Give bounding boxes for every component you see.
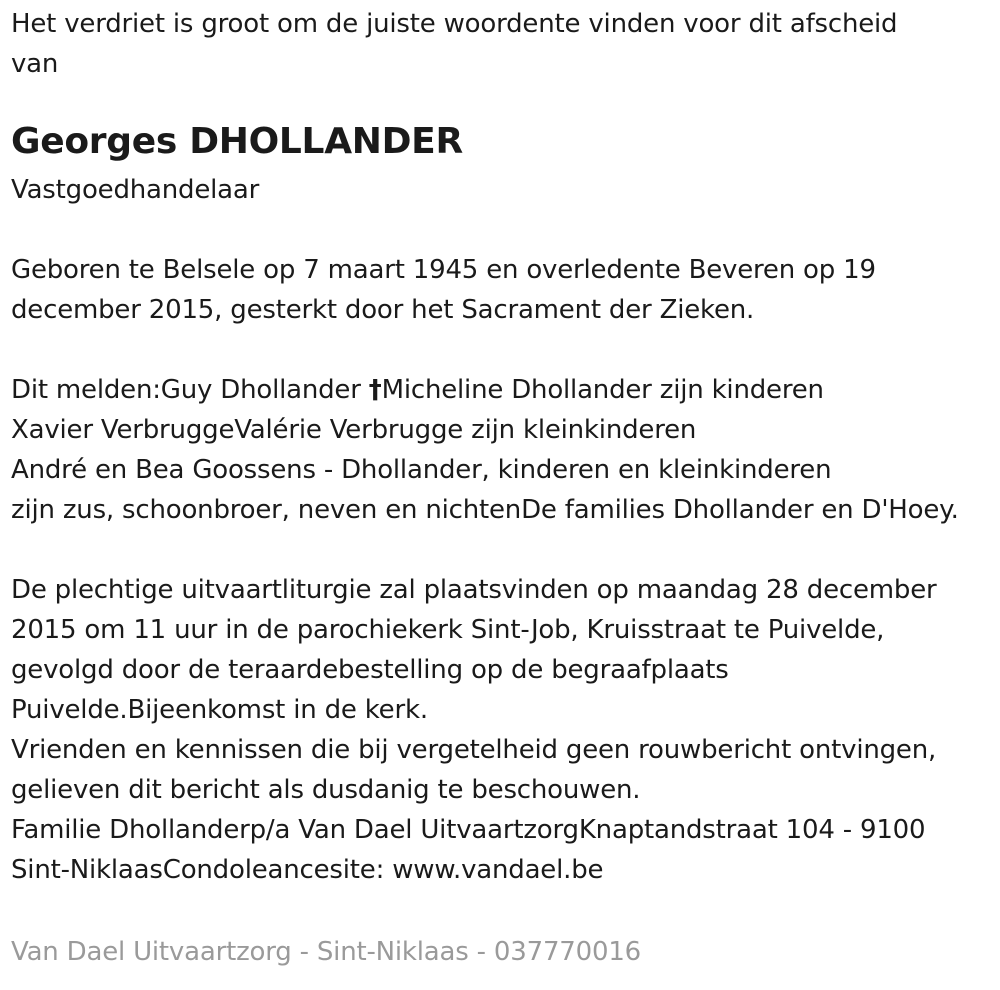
intro-line: van: [11, 49, 59, 79]
ceremony-line: Vrienden en kennissen die bij vergetelheid geen rouwbericht ontvingen,: [11, 735, 937, 765]
birth-death-line: december 2015, gesterkt door het Sacrament der Zieken.: [11, 295, 755, 325]
birth-death-text: [11, 250, 1000, 330]
ceremony-line: gevolgd door de teraardebestelling op de begraafplaats: [11, 655, 729, 685]
announcers-line-part: Dit melden:Guy Dhollander: [11, 375, 369, 405]
birth-death-line: Geboren te Belsele op 7 maart 1945 en overledente Beveren op 19: [11, 255, 876, 285]
intro-line: Het verdriet is groot om de juiste woordente vinden voor dit afscheid: [11, 9, 898, 39]
ceremony-line: Familie Dhollanderp/a Van Dael UitvaartzorgKnaptandstraat 104 - 9100: [11, 815, 926, 845]
ceremony-line: De plechtige uitvaartliturgie zal plaatsvinden op maandag 28 december: [11, 575, 937, 605]
ceremony-text: [11, 570, 1000, 890]
funeral-home-footer: Van Dael Uitvaartzorg - Sint-Niklaas - 037770016: [11, 937, 642, 967]
deceased-name: Georges DHOLLANDER: [11, 121, 463, 162]
announcers-text: [11, 370, 1000, 530]
ceremony-line: Sint-NiklaasCondoleancesite: www.vandael.be: [11, 855, 604, 885]
cross-icon: †: [368, 375, 382, 405]
ceremony-line: Puivelde.Bijeenkomst in de kerk.: [11, 695, 428, 725]
announcers-line: zijn zus, schoonbroer, neven en nichtenDe families Dhollander en D'Hoey.: [11, 495, 959, 525]
announcers-line: Xavier VerbruggeValérie Verbrugge zijn kleinkinderen: [11, 415, 697, 445]
announcers-line: André en Bea Goossens - Dhollander, kinderen en kleinkinderen: [11, 455, 832, 485]
ceremony-line: gelieven dit bericht als dusdanig te beschouwen.: [11, 775, 641, 805]
announcers-line: [11, 370, 1000, 410]
ceremony-line: 2015 om 11 uur in de parochiekerk Sint-Job, Kruisstraat te Puivelde,: [11, 615, 885, 645]
deceased-profession: Vastgoedhandelaar: [11, 175, 260, 205]
intro-text: [11, 4, 1000, 84]
announcers-line-part: Micheline Dhollander zijn kinderen: [381, 375, 824, 405]
